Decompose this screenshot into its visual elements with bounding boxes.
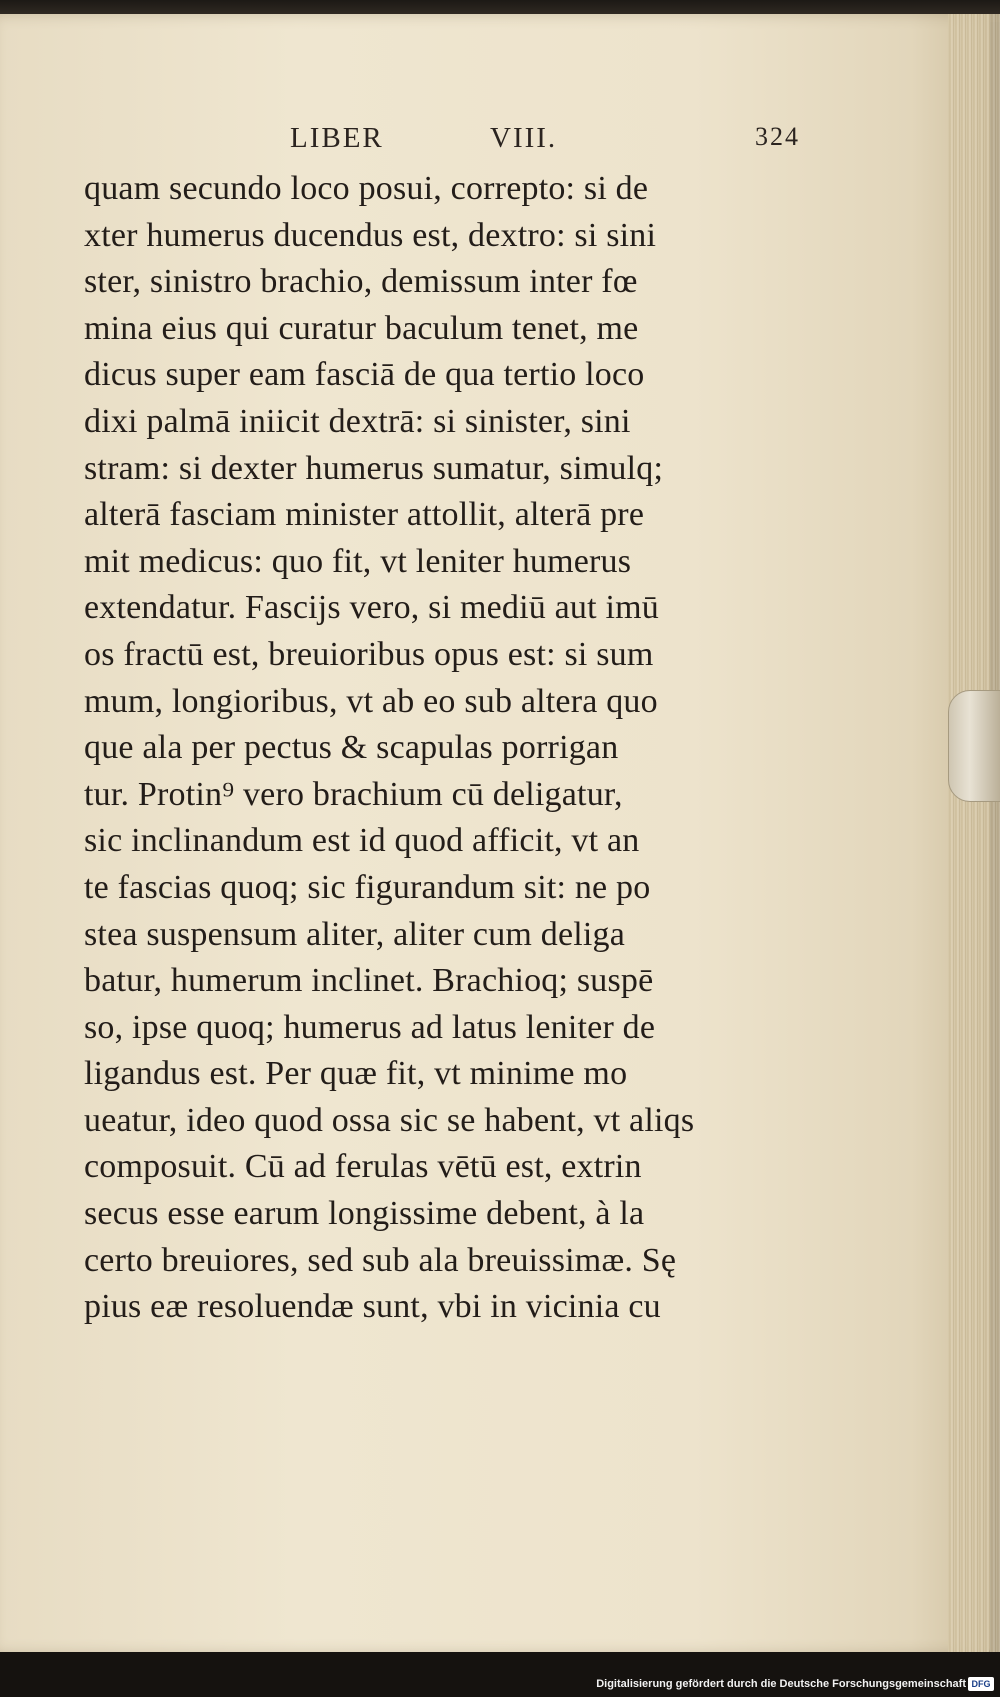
text-line: que ala per pectus & scapulas porrigan: [84, 729, 619, 767]
text-line: stea suspensum aliter, aliter cum deliga: [84, 915, 626, 953]
text-line: quam secundo loco posui, correpto: si de: [84, 170, 649, 207]
text-line: mit medicus: quo fit, vt leniter humerus: [84, 542, 632, 580]
text-line: te fascias quoq; sic figurandum sit: ne po: [84, 868, 651, 906]
digitization-credit: Digitalisierung gefördert durch die Deutsche Forschungsgemeinschaft: [596, 1678, 966, 1690]
running-head: [290, 122, 800, 164]
text-line: mina eius qui curatur baculum tenet, me: [84, 309, 639, 347]
text-line: dicus super eam fasciā de qua tertio loco: [84, 356, 645, 394]
text-line: ueatur, ideo quod ossa sic se habent, vt aliqs: [84, 1101, 695, 1139]
text-line: extendatur. Fascijs vero, si mediū aut imū: [84, 589, 659, 627]
page-clip: [948, 690, 1000, 802]
scan-bottom-border: [0, 1652, 1000, 1697]
text-line: alterā fasciam minister attollit, alterā pre: [84, 496, 645, 534]
running-head-book: VIII.: [490, 122, 558, 154]
text-line: pius eæ resoluendæ sunt, vbi in vicinia cu: [84, 1288, 661, 1326]
text-line: tur. Protin⁹ vero brachium cū deligatur,: [84, 775, 623, 813]
text-line: sic inclinandum est id quod afficit, vt an: [84, 822, 640, 860]
dfg-logo: DFG: [968, 1677, 994, 1691]
text-line: ligandus est. Per quæ fit, vt minime mo: [84, 1055, 628, 1093]
text-line: xter humerus ducendus est, dextro: si sini: [84, 216, 657, 254]
text-line: secus esse earum longissime debent, à la: [84, 1195, 645, 1233]
text-line: ster, sinistro brachio, demissum inter fœ: [84, 263, 638, 301]
text-line: certo breuiores, sed sub ala breuissimæ. Sę: [84, 1241, 677, 1279]
text-line: batur, humerum inclinet. Brachioq; suspē: [84, 962, 654, 1000]
text-line: composuit. Cū ad ferulas vētū est, extrin: [84, 1148, 642, 1186]
body-text: [84, 166, 804, 1331]
text-line: dixi palmā iniicit dextrā: si sinister, sini: [84, 402, 631, 440]
text-line: so, ipse quoq; humerus ad latus leniter de: [84, 1008, 656, 1046]
text-line: mum, longioribus, vt ab eo sub altera quo: [84, 682, 658, 720]
text-line: stram: si dexter humerus sumatur, simulq;: [84, 449, 664, 487]
page-fore-edge: [948, 14, 1000, 1654]
running-head-title: LIBER: [290, 122, 384, 154]
text-line: os fractū est, breuioribus opus est: si sum: [84, 635, 654, 673]
page-number: 324: [755, 122, 800, 151]
